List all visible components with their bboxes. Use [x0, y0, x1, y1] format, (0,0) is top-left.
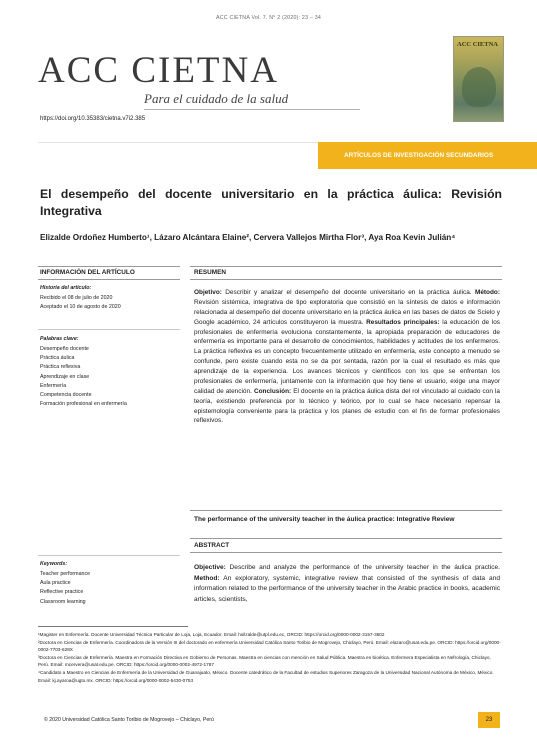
keyword-en: Reflective practice: [40, 589, 84, 596]
footnote: ⁴Candidato a Maestro en Ciencias de Enfermería de la Universidad de Guanajuato, México. Docente catedrático de la Facultad de estudios Superiores Zaragoza de la Universidad Nacional Autónoma de México, México. Email: kj.ayaroa@ugto.mx. ORCID: https://orcid.org/0000-0002-5430-0753: [38, 669, 494, 683]
section-label: ARTÍCULOS DE INVESTIGACIÓN SECUNDARIOS: [344, 152, 494, 159]
resumen-top-rule: [190, 266, 502, 267]
page-number-box: [478, 712, 500, 728]
keyword-en: Classroom learning: [40, 598, 86, 605]
info-heading-rule: [38, 279, 180, 280]
accepted-date: Aceptado el 10 de agosto de 2020: [40, 304, 121, 311]
keywords-label: Palabras clave:: [40, 336, 79, 342]
cover-title: ACC CIETNA: [457, 41, 498, 48]
running-head: ACC CIETNA Vol. 7. N° 2 (2020): 23 – 34: [215, 15, 321, 21]
footnote: ²Doctora en Ciencias de Enfermería. Coordinadora de la Versión III del doctorado en enfermería Universidad Católica Santo Toribio de Mogrovejo, Chiclayo, Perú. Email: elazaro@usat.edu.pe. ORCID: https://orcid.org/0000-0002-7703-628X: [38, 639, 501, 653]
article-history: [40, 285, 180, 313]
keyword: Formación profesional en enfermería: [40, 401, 127, 408]
footnote: ¹Magister en Enfermería. Docente Universidad Técnica Particular de Loja, Loja, Ecuador. Email: hsilzalde@utpl.edu.ec, ORCID: https://orcid.org/0000-0002-3157-3602: [38, 632, 385, 637]
keyword: Competencia docente: [40, 391, 92, 398]
objetivo-text: Describir y analizar el desempeño del docente universitario en la práctica áulica.: [221, 289, 475, 296]
method-label: Method:: [194, 574, 220, 582]
keyword: Práctica áulica: [40, 355, 75, 362]
english-title-rule: [190, 510, 502, 511]
footnote-rule: [38, 626, 188, 627]
doi-link[interactable]: https://doi.org/10.35383/cietna.v7i2.385: [40, 116, 146, 122]
conclusion-label: Conclusión:: [253, 387, 292, 395]
abstract-heading-rule: [190, 552, 502, 553]
resumen-heading-rule: [190, 279, 502, 280]
article-authors: Elizalde Ordoñez Humberto¹, Lázaro Alcántara Elaine², Cervera Vallejos Mirtha Flor³, Aya Roa Kevin Julián⁴: [40, 233, 456, 242]
received-date: Recibido el 08 de julio de 2020: [40, 295, 113, 301]
journal-tagline: Para el cuidado de la salud: [144, 91, 289, 106]
keyword-en: Teacher performance: [40, 571, 91, 577]
journal-name: ACC CIETNA: [38, 50, 279, 91]
keyword-en: Aula practice: [40, 580, 71, 587]
footnote: ³Doctora en Ciencias de Enfermería. Maestra en Formación Directiva en Gobierno de Personas. Maestra en ciencias con mención en Salud Pública. Maestra en bioética. Enfermera Especialista en Nefrología, Chiclayo, Perú. Email: mcervera@usat.edu.pe. ORCID: https://orcid.org/0000-0002-4972-1787: [38, 654, 491, 668]
journal-logo: [38, 50, 289, 106]
resultados-text: la educación de los profesionales de enfermería evoluciona constantemente, la apropiada preparación de educadores de enfermería es importante para el desarrollo de conocimientos, habilidades y actitudes de los enfermeros. La práctica reflexiva es un concepto frecuentemente utilizado en enfermería, este concepto a menudo se confunde, pero existe cuando esta no se da por sentada, razón por la cual el resultado es más que aprendizaje de la experiencia. Los avances técnicos y científicos con los que se enfrentan los profesionales de enfermería, juntamente con la información que hoy tiene el usuario, exige una mayor calidad de atención.: [194, 318, 501, 395]
logo-rule: [144, 109, 360, 110]
objective-label: Objective:: [194, 564, 226, 571]
keywords-en-label: Keywords:: [40, 561, 68, 567]
history-label: Historia del artículo:: [40, 285, 92, 291]
abstract-top-rule: [190, 538, 502, 539]
english-title: The performance of the university teacher in the áulica practice: Integrative Review: [194, 516, 455, 523]
article-title: El desempeño del docente universitario en la práctica áulica: Revisión Integrativa: [40, 187, 502, 218]
info-top-rule: [38, 266, 180, 267]
history-rule: [38, 329, 180, 330]
header-divider: [38, 142, 318, 143]
copyright: © 2020 Universidad Católica Santo Toribio de Mogrovejo – Chiclayo, Perú: [44, 717, 214, 723]
page-number: 23: [485, 717, 493, 723]
conclusion-text: El docente en la práctica áulica dista del rol vinculado al cuidado con la teoría, existiendo preferencia por lo técnico y teórico, por lo cual se hace necesario repensar la epistemología conveniente para la práctica y los planes de estudio con el fin de formar profesionales reflexivos.: [194, 387, 500, 425]
keyword: Desempeño docente: [40, 346, 89, 352]
method-text: An exploratory, systemic, integrative review that consisted of the synthesis of data and information related to the performance of the university teacher in the Arabic practice in books, academic articles, scientists,: [194, 574, 500, 603]
resultados-label: Resultados principales:: [366, 318, 440, 326]
objetivo-label: Objetivo:: [194, 289, 222, 296]
abstract-body: [194, 563, 500, 613]
metodo-label: Método:: [474, 289, 500, 296]
cover-tree-illustration: [462, 67, 496, 107]
footnotes: [38, 631, 502, 684]
metodo-text: Revisión sistémica, integrativa de tipo exploratoria que consistió en la síntesis de datos e información relacionada al desempeño del docente universitario en la práctica áulica en las bases de datos de Scielo y Google académico, 24 artículos constituyeron la muestra.: [194, 298, 500, 326]
keywords-block: [40, 336, 180, 410]
abstract-heading: ABSTRACT: [194, 542, 230, 549]
keywords-en-rule: [38, 555, 180, 556]
keywords-en-block: [40, 561, 180, 608]
info-heading: INFORMACIÓN DEL ARTÍCULO: [40, 269, 135, 276]
keyword: Enfermería: [40, 382, 67, 389]
resumen-body: [194, 288, 500, 426]
keyword: Aprendizaje en clase: [40, 373, 90, 380]
objective-text: Describe and analyze the performance of the university teacher in the áulica practice.: [225, 564, 500, 571]
section-banner: [318, 142, 537, 169]
keyword: Práctica reflexiva: [40, 364, 81, 371]
resumen-heading: RESUMEN: [194, 269, 226, 276]
journal-cover-image: [453, 36, 504, 122]
